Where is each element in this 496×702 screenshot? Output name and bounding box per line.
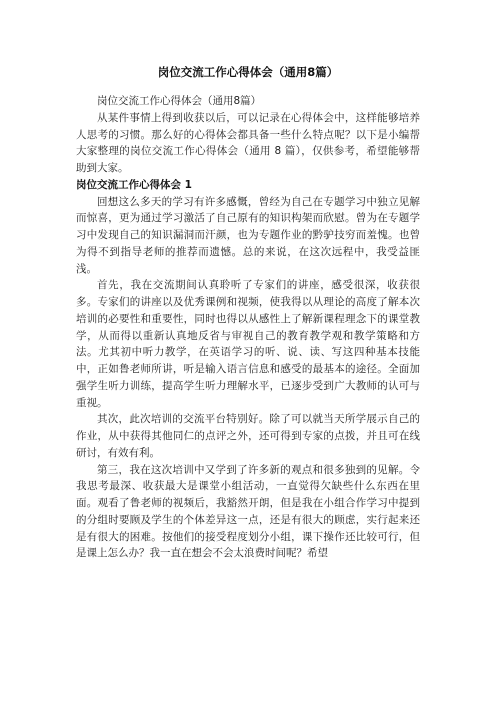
document-subtitle: 岗位交流工作心得体会（通用8篇） (97, 95, 262, 107)
body-paragraph: 回想这么多天的学习有许多感慨，曾经为自己在专题学习中独立见解而惊喜，更为通过学习激活了自己原有的知识构架而欣慰。曾为在专题学习中发现自己的知识漏洞而汗颜，也为专题作业的黔驴技穷而羞愧。也曾为得不到指导老师的推荐而遗憾。总的来说，在这次远程中，我受益匪浅。 (76, 195, 420, 275)
section-heading: 岗位交流工作心得体会 1 (76, 178, 192, 191)
document-title: 岗位交流工作心得体会（通用8篇） (157, 65, 339, 79)
body-paragraph: 首先，我在交流期间认真聆听了专家们的讲座，感受很深，收获很多。专家们的讲座以及优秀课例和视频，使我得以从理论的高度了解本次培训的必要性和重要性，同时也得以从感性上了解新课程理念下的课堂教学，从而得以重新认真地反省与审视自己的教育教学观和教学策略和方法。尤其初中听力教学，在英语学习的听、说、读、写这四种基本技能中，正如鲁老师所讲，听是输入语言信息和感受的最基本的途径。全面加强学生听力训练，提高学生听力理解水平，已逐步受到广大教师的认可与重视。 (76, 279, 420, 409)
document-body (76, 93, 420, 562)
intro-paragraph: 从某件事情上得到收获以后，可以记录在心得体会中，这样能够培养人思考的习惯。那么好的心得体会都具备一些什么特点呢？以下是小编帮大家整理的岗位交流工作心得体会（通用 8 篇），仅供参考，希望能够帮助到大家。 (76, 111, 420, 174)
body-paragraph: 其次，此次培训的交流平台特别好。除了可以就当天所学展示自己的作业，从中获得其他同仁的点评之外，还可得到专家的点拨，并且可在线研讨，有效有利。 (76, 413, 420, 459)
body-paragraph: 第三，我在这次培训中又学到了许多新的观点和很多独到的见解。令我思考最深、收获最大是课堂小组活动，一直觉得欠缺些什么东西在里面。观看了鲁老师的视频后，我豁然开朗，但是我在小组合作学习中提到的分组时要顾及学生的个体差异这一点，还是有很大的顾虑，实行起来还是有很大的困难。按他们的接受程度划分小组，课下操作还比较可行，但是课上怎么办？我一直在想会不会太浪费时间呢？希望 (76, 463, 420, 560)
